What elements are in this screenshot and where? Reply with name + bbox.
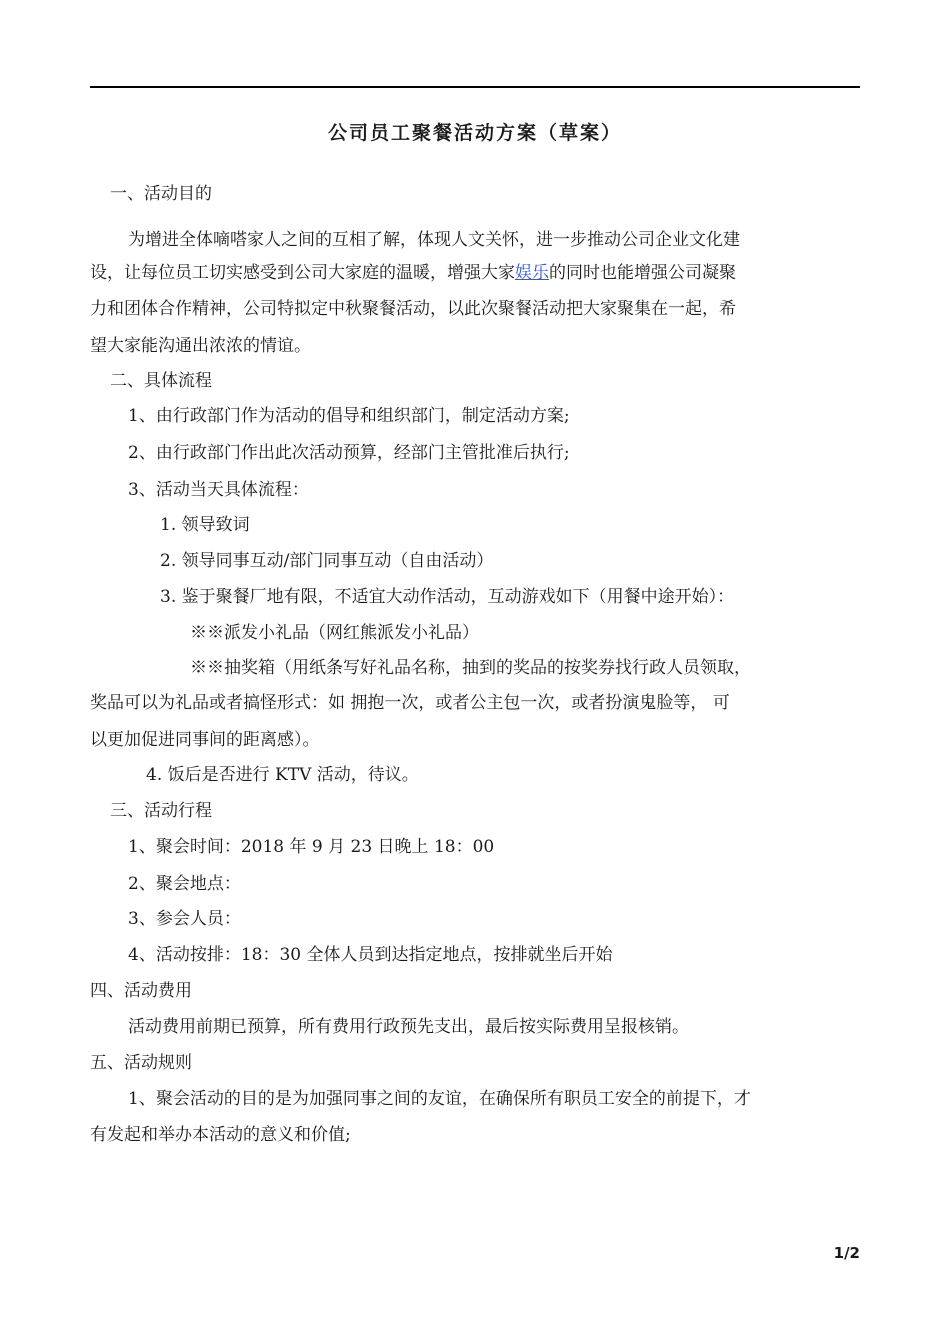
section-heading-cost: 四、活动费用 [90,981,192,1001]
process-item: 3、活动当天具体流程： [128,480,309,500]
schedule-item: 4、活动按排：18：30 全体人员到达指定地点，按排就坐后开始 [128,945,613,965]
process-subitem: 1. 领导致词 [160,515,250,535]
game-item-continued: 奖品可以为礼品或者搞怪形式：如 拥抱一次，或者公主包一次，或者扮演鬼脸等， 可 [90,693,730,713]
section-heading-process: 二、具体流程 [110,371,212,391]
process-subitem: 2. 领导同事互动/部门同事互动（自由活动） [160,551,494,571]
process-subitem: 4. 饭后是否进行 KTV 活动，待议。 [146,765,419,785]
game-item: ※※抽奖箱（用纸条写好礼品名称，抽到的奖品的按奖券找行政人员领取， [190,658,751,678]
section-heading-schedule: 三、活动行程 [110,801,212,821]
process-item: 2、由行政部门作出此次活动预算，经部门主管批准后执行; [128,443,570,463]
purpose-paragraph-line [90,260,736,286]
purpose-text: 设，让每位员工切实感受到公司大家庭的温暖，增强大家 [90,263,515,283]
purpose-paragraph-line: 力和团体合作精神，公司特拟定中秋聚餐活动，以此次聚餐活动把大家聚集在一起，希 [90,299,736,319]
schedule-item: 1、聚会时间：2018 年 9 月 23 日晚上 18：00 [128,837,495,857]
schedule-item: 3、参会人员： [128,909,241,929]
purpose-paragraph-line: 望大家能沟通出浓浓的情谊。 [90,336,311,356]
document-title: 公司员工聚餐活动方案（草案） [327,122,622,144]
process-item: 1、由行政部门作为活动的倡导和组织部门，制定活动方案; [128,406,570,426]
header-rule [90,86,860,88]
schedule-item: 2、聚会地点： [128,874,241,894]
purpose-text: 的同时也能增强公司凝聚 [549,263,736,283]
game-item-continued: 以更加促进同事间的距离感）。 [90,730,320,750]
rules-item: 1、聚会活动的目的是为加强同事之间的友谊，在确保所有职员工安全的前提下，才 [128,1089,751,1109]
entertainment-link[interactable]: 娱乐 [515,263,549,283]
rules-item-continued: 有发起和举办本活动的意义和价值; [90,1125,351,1145]
process-subitem: 3. 鉴于聚餐厂地有限，不适宜大动作活动，互动游戏如下（用餐中途开始）： [160,587,735,607]
section-heading-rules: 五、活动规则 [90,1053,192,1073]
section-heading-purpose: 一、活动目的 [110,184,212,204]
page-number: 1/2 [833,1244,860,1262]
cost-paragraph: 活动费用前期已预算，所有费用行政预先支出，最后按实际费用呈报核销。 [128,1017,689,1037]
game-item: ※※派发小礼品（网红熊派发小礼品） [190,623,479,643]
purpose-paragraph-line: 为增进全体嘀嗒家人之间的互相了解，体现人文关怀，进一步推动公司企业文化建 [128,230,740,250]
